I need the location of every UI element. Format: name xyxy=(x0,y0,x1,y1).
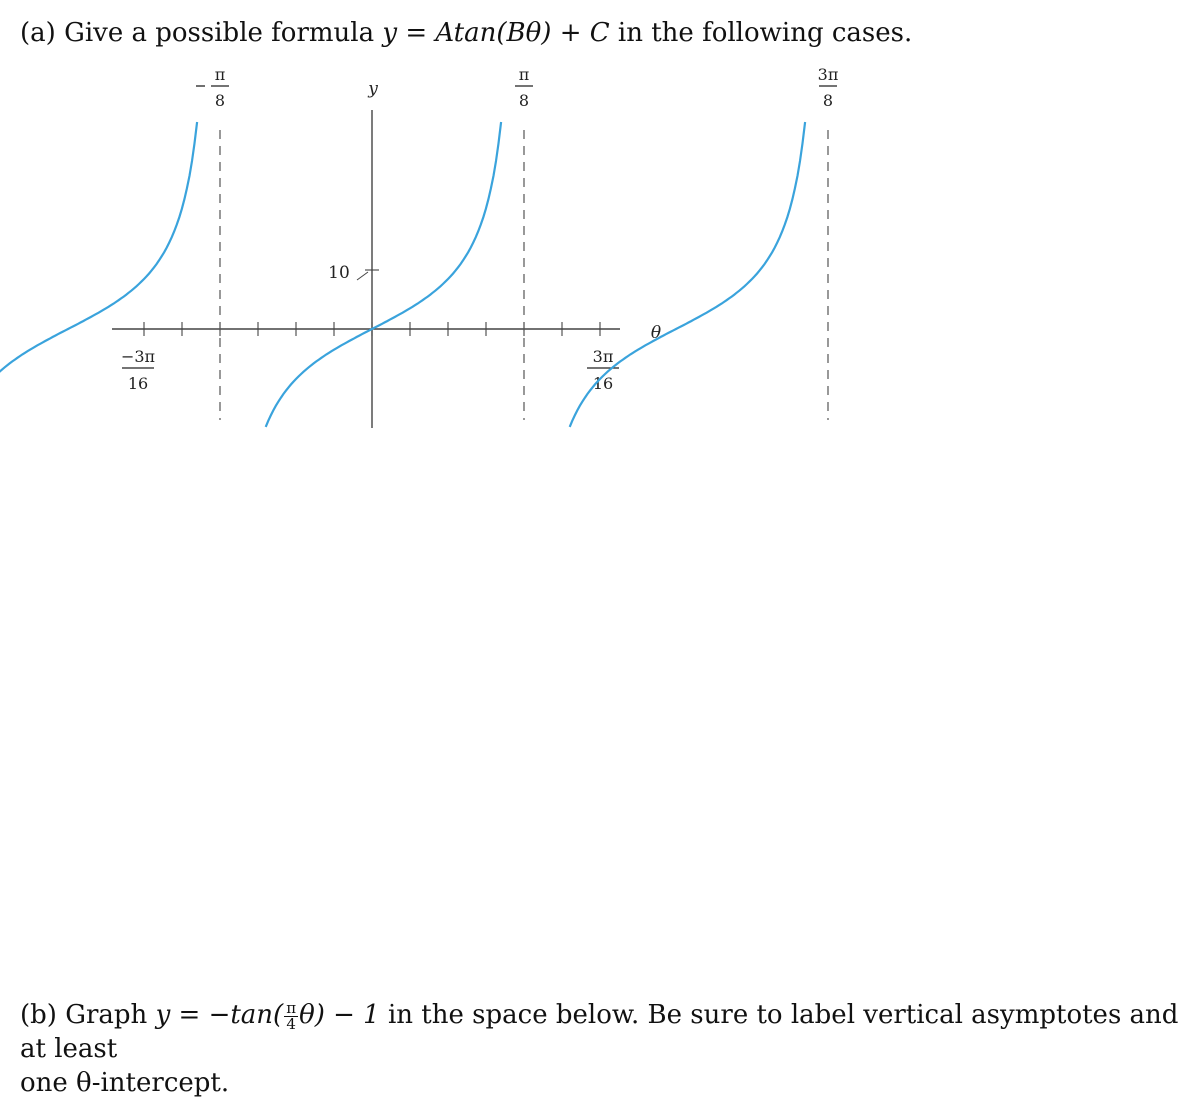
part-b-frac-num: π xyxy=(286,998,297,1017)
x-tick-label-den: 16 xyxy=(592,374,614,393)
part-b-label: (b) xyxy=(20,1000,57,1030)
part-b-formula-tail: θ) − 1 xyxy=(299,1000,380,1030)
asymptote-label-num: π xyxy=(518,65,530,84)
asymptote-label-den: 8 xyxy=(518,91,530,110)
x-tick-label-den: 16 xyxy=(127,374,149,393)
part-a-formula: y = Atan(Bθ) + C xyxy=(382,18,610,48)
asymptote-label-den: 8 xyxy=(822,91,834,110)
part-b-line2: one θ-intercept. xyxy=(20,1068,230,1098)
part-b-formula-lead: y = −tan( xyxy=(155,1000,284,1030)
part-b-frac-den: 4 xyxy=(286,1014,296,1033)
asymptote-label-num: 3π xyxy=(817,65,839,84)
asymptote-label-num: π xyxy=(214,65,226,84)
part-a-label: (a) xyxy=(20,18,56,48)
x-tick-label-num: 3π xyxy=(592,347,614,366)
part-a-text-after: in the following cases. xyxy=(617,18,913,48)
tangent-branch xyxy=(0,122,197,427)
x-tick-label-num: −3π xyxy=(120,347,156,366)
y-tick-pointer xyxy=(357,272,368,280)
part-b-prompt xyxy=(20,998,1195,1100)
y-axis-label: y xyxy=(368,79,378,99)
part-b-fraction xyxy=(284,998,298,1033)
part-b-text1: Graph xyxy=(65,1000,148,1030)
asymptote-label-den: 8 xyxy=(214,91,226,110)
part-b-text2: in the space below. Be sure to label vertical asymptotes and at least xyxy=(20,1000,1179,1064)
x-axis-label: θ xyxy=(650,323,662,343)
part-a-text-before: Give a possible formula xyxy=(64,18,375,48)
y-tick-label: 10 xyxy=(328,263,350,283)
tangent-branch xyxy=(266,122,501,427)
